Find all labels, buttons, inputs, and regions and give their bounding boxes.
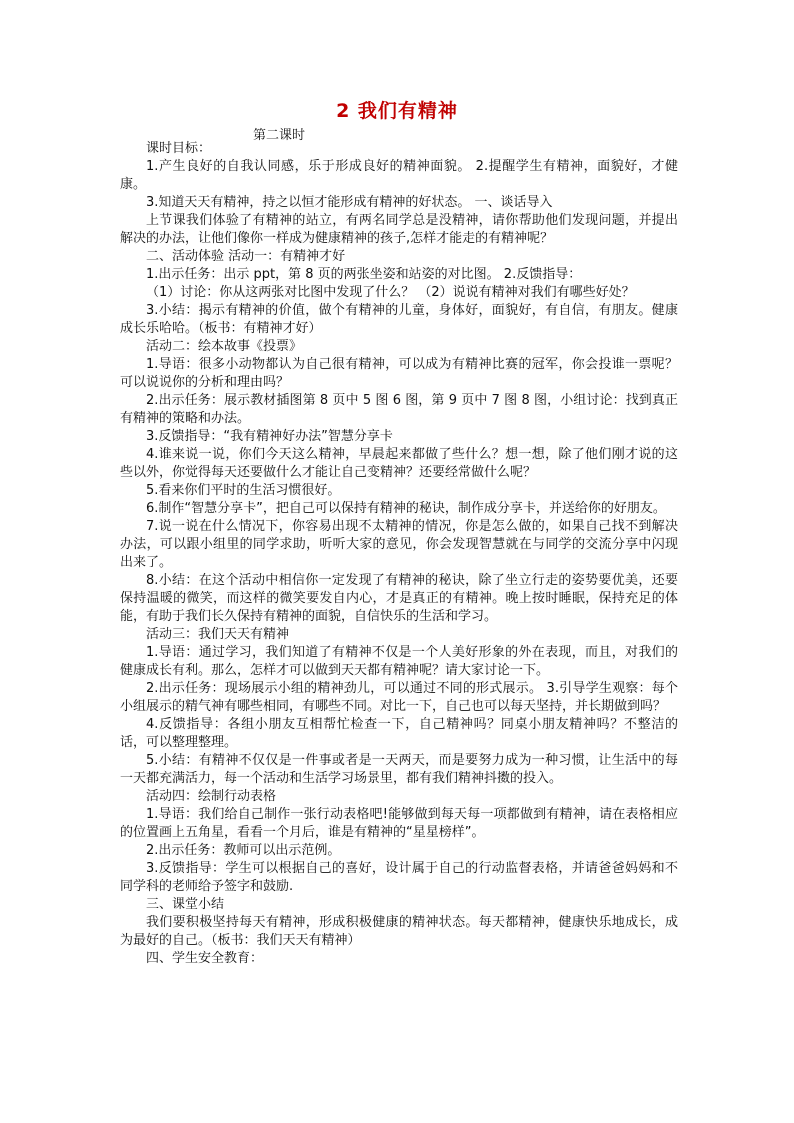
- paragraph: 1.导语：通过学习，我们知道了有精神不仅是一个人美好形象的外在表现，而且，对我们的健康成长有利。那么，怎样才可以做到天天都有精神呢？请大家讨论一下。: [120, 645, 678, 678]
- paragraph: 2.出示任务：教师可以出示范例。: [146, 843, 341, 858]
- paragraph: 我们要积极坚持每天有精神，形成积极健康的精神状态。每天都精神，健康快乐地成长，成为最好的自己。（板书：我们天天有精神）: [120, 915, 678, 948]
- section-heading: 活动三：我们天天有精神: [146, 627, 290, 642]
- paragraph: 2.出示任务：现场展示小组的精神劲儿，可以通过不同的形式展示。 3.引导学生观察：每个小组展示的精气神有哪些相同，有哪些不同。对比一下，自己也可以每天坚持，并长期做到吗？: [120, 681, 678, 714]
- paragraph: 上节课我们体验了有精神的站立，有两名同学总是没精神，请你帮助他们发现问题，并提出解决的办法，让他们像你一样成为健康精神的孩子,怎样才能走的有精神呢？: [120, 213, 678, 246]
- paragraph: 6.制作“智慧分享卡”，把自己可以保持有精神的秘诀，制作成分享卡，并送给你的好朋友。: [146, 501, 666, 516]
- lesson-subtitle: 第二课时: [253, 128, 306, 143]
- section-heading: 活动二：绘本故事《投票》: [146, 339, 303, 354]
- paragraph: 5.看来你们平时的生活习惯很好。: [146, 483, 341, 498]
- paragraph: 课时目标：: [146, 141, 212, 156]
- paragraph: 1.导语：我们给自己制作一张行动表格吧!能够做到每天每一项都做到有精神，请在表格相应的位置画上五角星，看看一个月后，谁是有精神的“星星榜样”。: [120, 807, 678, 840]
- page-title: 2 我们有精神: [336, 100, 458, 122]
- paragraph: 2.出示任务：展示教材插图第 8 页中 5 图 6 图，第 9 页中 7 图 8 图，小组讨论：找到真正有精神的策略和办法。: [120, 393, 678, 426]
- paragraph: 5.小结：有精神不仅仅是一件事或者是一天两天，而是要努力成为一种习惯，让生活中的每一天都充满活力，每一个活动和生活学习场景里，都有我们精神抖擞的投入。: [120, 753, 678, 786]
- paragraph: 1.导语：很多小动物都认为自己很有精神，可以成为有精神比赛的冠军，你会投谁一票呢？可以说说你的分析和理由吗？: [120, 357, 678, 390]
- paragraph: 3.反馈指导：学生可以根据自己的喜好，设计属于自己的行动监督表格，并请爸爸妈妈和不同学科的老师给予签字和鼓励.: [120, 861, 678, 894]
- section-heading: 二、活动体验 活动一：有精神才好: [146, 249, 346, 264]
- paragraph: 3.小结：揭示有精神的价值，做个有精神的儿童，身体好，面貌好，有自信，有朋友。健康成长乐哈哈。（板书：有精神才好）: [120, 303, 678, 336]
- paragraph: （1）讨论：你从这两张对比图中发现了什么？ （2）说说有精神对我们有哪些好处？: [146, 285, 635, 300]
- section-heading: 活动四：绘制行动表格: [146, 789, 277, 804]
- section-heading: 三、课堂小结: [146, 897, 225, 912]
- body-text: [120, 140, 678, 968]
- section-heading: 四、学生安全教育：: [146, 951, 264, 966]
- paragraph: 1.出示任务：出示 ppt，第 8 页的两张坐姿和站姿的对比图。 2.反馈指导：: [146, 267, 582, 282]
- paragraph: 3.知道天天有精神，持之以恒才能形成有精神的好状态。 一、谈话导入: [146, 195, 553, 210]
- paragraph: 4.反馈指导：各组小朋友互相帮忙检查一下，自己精神吗？同桌小朋友精神吗？不整洁的话，可以整理整理。: [120, 717, 678, 750]
- paragraph: 4.谁来说一说，你们今天这么精神，早晨起来都做了些什么？想一想，除了他们刚才说的这些以外，你觉得每天还要做什么才能让自己变精神？还要经常做什么呢？: [120, 447, 678, 480]
- paragraph: 1.产生良好的自我认同感，乐于形成良好的精神面貌。 2.提醒学生有精神，面貌好，才健康。: [120, 159, 678, 192]
- paragraph: 3.反馈指导：“我有精神好办法”智慧分享卡: [146, 429, 393, 444]
- paragraph: 7.说一说在什么情况下，你容易出现不太精神的情况，你是怎么做的，如果自己找不到解决办法，可以跟小组里的同学求助，听听大家的意见，你会发现智慧就在与同学的交流分享中闪现出来了。: [120, 519, 678, 570]
- paragraph: 8.小结：在这个活动中相信你一定发现了有精神的秘诀，除了坐立行走的姿势要优美，还要保持温暖的微笑，而这样的微笑要发自内心，才是真正的有精神。晚上按时睡眠，保持充足的体能，有助于我们长久保持有精神的面貌，自信快乐的生活和学习。: [120, 573, 678, 624]
